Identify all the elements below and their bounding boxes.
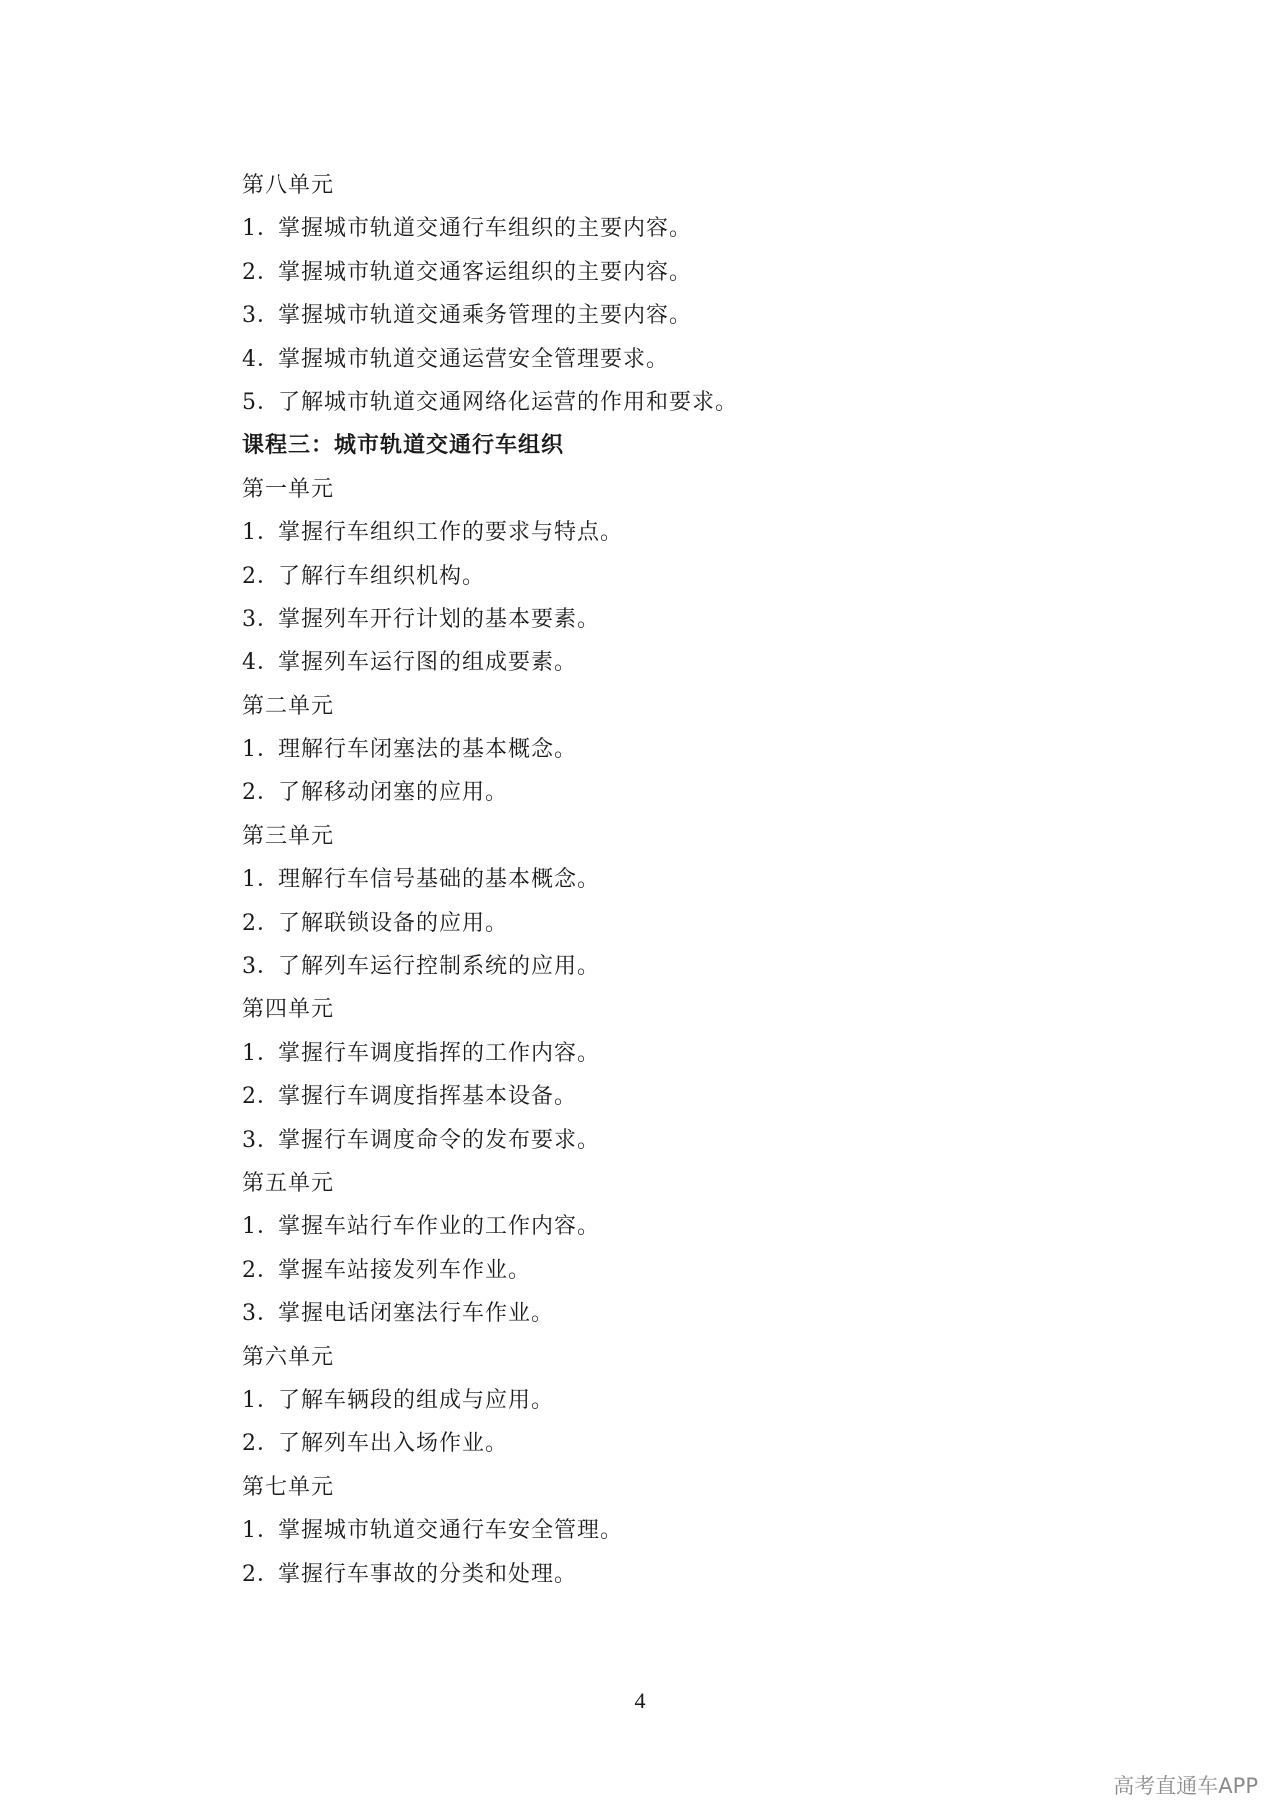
- list-item-number: 2．: [242, 1257, 280, 1283]
- list-item: [242, 338, 1102, 381]
- list-item-number: 3．: [242, 303, 280, 329]
- list-item-text: 掌握列车运行图的组成要素。: [278, 650, 578, 676]
- list-item: [242, 858, 1102, 901]
- page-number: 4: [634, 1688, 646, 1713]
- list-item: [242, 1119, 1102, 1162]
- unit-title: 第六单元: [242, 1344, 335, 1370]
- unit-title: 第四单元: [242, 997, 335, 1023]
- list-item-number: 1．: [242, 1214, 280, 1240]
- list-item-text: 了解联锁设备的应用。: [278, 910, 509, 936]
- list-item: [242, 381, 1102, 424]
- list-item-text: 掌握行车调度命令的发布要求。: [278, 1127, 601, 1153]
- list-item-number: 2．: [242, 1084, 280, 1110]
- list-item: [242, 598, 1102, 641]
- list-item-text: 掌握城市轨道交通行车安全管理。: [278, 1518, 624, 1544]
- list-item-text: 掌握行车调度指挥的工作内容。: [278, 1040, 601, 1066]
- list-item: [242, 251, 1102, 294]
- list-item-number: 2．: [242, 910, 280, 936]
- list-item-number: 4．: [242, 650, 280, 676]
- list-item: [242, 945, 1102, 988]
- list-item-text: 了解行车组织机构。: [278, 563, 486, 589]
- list-item-text: 掌握车站行车作业的工作内容。: [278, 1214, 601, 1240]
- list-item-text: 理解行车闭塞法的基本概念。: [278, 737, 578, 763]
- list-item-number: 1．: [242, 520, 280, 546]
- list-item-text: 掌握城市轨道交通运营安全管理要求。: [278, 346, 670, 372]
- list-item: [242, 1032, 1102, 1075]
- list-item: [242, 728, 1102, 771]
- list-item-text: 掌握城市轨道交通客运组织的主要内容。: [278, 259, 693, 285]
- list-item: [242, 641, 1102, 684]
- list-item-text: 掌握城市轨道交通乘务管理的主要内容。: [278, 303, 693, 329]
- list-item-number: 1．: [242, 1518, 280, 1544]
- list-item: [242, 902, 1102, 945]
- list-item-text: 掌握电话闭塞法行车作业。: [278, 1301, 555, 1327]
- list-item-text: 理解行车信号基础的基本概念。: [278, 867, 601, 893]
- list-item-number: 2．: [242, 1561, 280, 1587]
- list-item-text: 掌握城市轨道交通行车组织的主要内容。: [278, 216, 693, 242]
- list-item-number: 1．: [242, 867, 280, 893]
- list-item-text: 掌握行车事故的分类和处理。: [278, 1561, 578, 1587]
- unit-title: 第五单元: [242, 1170, 335, 1196]
- list-item-number: 1．: [242, 1040, 280, 1066]
- list-item: [242, 1292, 1102, 1335]
- list-item-number: 1．: [242, 216, 280, 242]
- list-item-number: 3．: [242, 954, 280, 980]
- list-item-number: 3．: [242, 1127, 280, 1153]
- list-item-number: 1．: [242, 1387, 280, 1413]
- list-item-text: 掌握车站接发列车作业。: [278, 1257, 532, 1283]
- list-item-number: 2．: [242, 259, 280, 285]
- list-item-text: 了解列车出入场作业。: [278, 1431, 509, 1457]
- list-item: [242, 1379, 1102, 1422]
- list-item-text: 掌握行车组织工作的要求与特点。: [278, 520, 624, 546]
- list-item-number: 4．: [242, 346, 280, 372]
- list-item: [242, 555, 1102, 598]
- unit-title: 第七单元: [242, 1474, 335, 1500]
- list-item: [242, 771, 1102, 814]
- list-item: [242, 1553, 1102, 1596]
- list-item-number: 2．: [242, 780, 280, 806]
- list-item-text: 了解城市轨道交通网络化运营的作用和要求。: [278, 389, 739, 415]
- unit-title: 第三单元: [242, 823, 335, 849]
- list-item: [242, 1422, 1102, 1465]
- list-item-text: 了解列车运行控制系统的应用。: [278, 954, 601, 980]
- list-item-number: 3．: [242, 1301, 280, 1327]
- document-body: [242, 164, 1102, 1596]
- unit-title: 第八单元: [242, 173, 335, 198]
- list-item-number: 2．: [242, 563, 280, 589]
- list-item: [242, 1509, 1102, 1552]
- list-item: [242, 1205, 1102, 1248]
- list-item: [242, 207, 1102, 250]
- unit-title: 第一单元: [242, 476, 335, 502]
- list-item: [242, 1249, 1102, 1292]
- unit-title: 第二单元: [242, 693, 335, 719]
- list-item-text: 掌握列车开行计划的基本要素。: [278, 606, 601, 632]
- list-item: [242, 294, 1102, 337]
- list-item-text: 了解车辆段的组成与应用。: [278, 1387, 555, 1413]
- course-heading: 课程三：城市轨道交通行车组织: [242, 433, 565, 459]
- list-item-text: 了解移动闭塞的应用。: [278, 780, 509, 806]
- list-item: [242, 511, 1102, 554]
- list-item-text: 掌握行车调度指挥基本设备。: [278, 1084, 578, 1110]
- list-item-number: 3．: [242, 606, 280, 632]
- watermark-text: 高考直通车APP: [1113, 1774, 1258, 1798]
- list-item-number: 5．: [242, 389, 280, 415]
- list-item-number: 1．: [242, 737, 280, 763]
- list-item-number: 2．: [242, 1431, 280, 1457]
- list-item: [242, 1075, 1102, 1118]
